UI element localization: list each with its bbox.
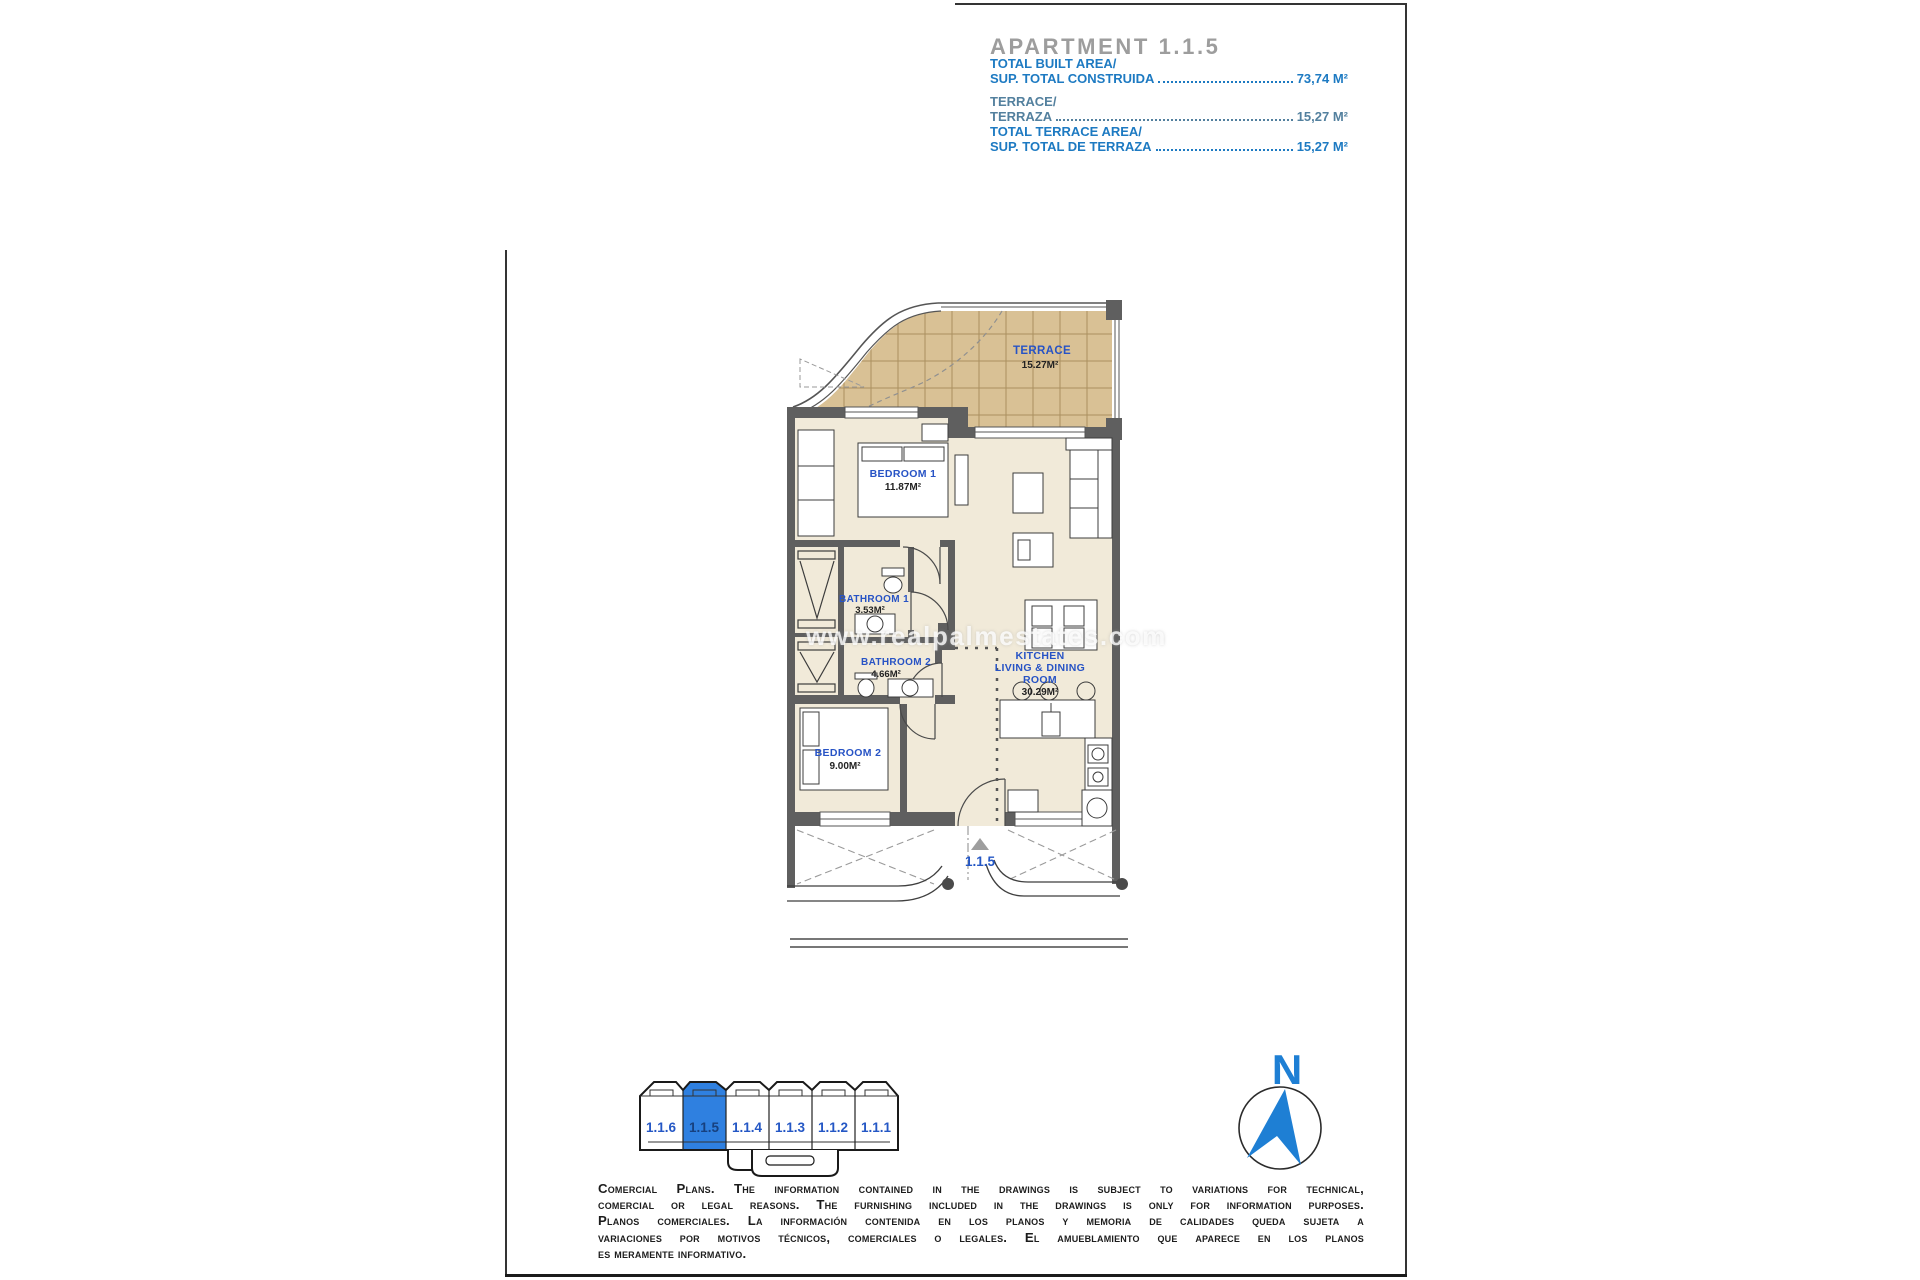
kitchen-label-1: KITCHEN [1015, 650, 1065, 662]
key-plan [630, 1070, 910, 1185]
area-row-total-terrace [990, 124, 1348, 154]
key-unit-112: 1.1.2 [817, 1120, 849, 1135]
dot-leader [1158, 81, 1292, 83]
bathroom2-area: 4.66M² [871, 669, 901, 680]
key-unit-113: 1.1.3 [774, 1120, 806, 1135]
floor-plan [780, 290, 1167, 1060]
key-plan-entrance [728, 1150, 838, 1176]
key-unit-111: 1.1.1 [860, 1120, 892, 1135]
watermark: www.realpalmestates.com [806, 621, 1167, 651]
page-title: APARTMENT 1.1.5 [990, 34, 1221, 59]
bedroom1-area: 11.87M² [884, 482, 922, 493]
north-label: N [1271, 1046, 1303, 1093]
key-unit-116: 1.1.6 [645, 1120, 677, 1135]
bedroom1-label: BEDROOM 1 [869, 468, 937, 480]
area-label-en: TERRACE/ [990, 94, 1057, 109]
kitchen-area: 30.29M² [1021, 687, 1059, 698]
disclaimer-line: variaciones por motivos técnicos, comerciales o legales. El amueblamiento que aparece en los planos [598, 1229, 1364, 1245]
north-compass [1228, 1042, 1344, 1182]
disclaimer-line: Planos comerciales. La información contenida en los planos y memoria de calidades queda sujeta a [598, 1213, 1364, 1229]
key-unit-115: 1.1.5 [688, 1120, 720, 1135]
area-value: 73,74 M² [1296, 71, 1348, 86]
disclaimer [598, 1181, 1364, 1262]
key-plan-highlight [683, 1082, 726, 1150]
bathroom1-area: 3.53M² [855, 605, 885, 616]
dot-leader [1156, 149, 1293, 151]
kitchen-label-2: LIVING & DINING [994, 662, 1086, 674]
access-patios [787, 826, 1128, 901]
area-value: 15,27 M² [1296, 139, 1348, 154]
terrace-area: 15.27M² [1021, 360, 1059, 371]
corridor-lines [790, 939, 1128, 947]
page-border-right [1405, 3, 1407, 1276]
disclaimer-line: Comercial Plans. The information contained in the drawings is subject to variations for technical, [598, 1181, 1364, 1196]
bedroom2-area: 9.00M² [829, 761, 861, 772]
key-unit-114: 1.1.4 [731, 1120, 763, 1135]
bathroom2-label: BATHROOM 2 [861, 657, 931, 668]
page-border-left [505, 250, 507, 1276]
unit-marker-label: 1.1.5 [964, 854, 996, 869]
bedroom2-label: BEDROOM 2 [814, 747, 882, 759]
area-row-built [990, 56, 1348, 86]
area-row-terrace [990, 94, 1348, 124]
entry-arrow-icon [971, 838, 989, 850]
disclaimer-line: es meramente informativo. [598, 1245, 747, 1261]
area-label-es: SUP. TOTAL DE TERRAZA [990, 139, 1152, 154]
page-border-bottom [505, 1274, 1407, 1277]
area-value: 15,27 M² [1296, 109, 1348, 124]
area-label-en: TOTAL TERRACE AREA/ [990, 124, 1142, 139]
north-arrow-icon [1247, 1089, 1301, 1165]
area-label-en: TOTAL BUILT AREA/ [990, 56, 1117, 71]
disclaimer-line: comercial or legal reasons. The furnishing included in the drawings is only for information purposes. [598, 1197, 1364, 1213]
dot-leader [1056, 119, 1293, 121]
kitchen-label-3: ROOM [1022, 674, 1058, 686]
area-label-es: SUP. TOTAL CONSTRUIDA [990, 71, 1155, 86]
terrace-label: TERRACE [1012, 345, 1072, 357]
page-border-top [955, 3, 1407, 5]
area-label-es: TERRAZA [990, 109, 1053, 124]
bathroom1-label: BATHROOM 1 [839, 594, 909, 605]
